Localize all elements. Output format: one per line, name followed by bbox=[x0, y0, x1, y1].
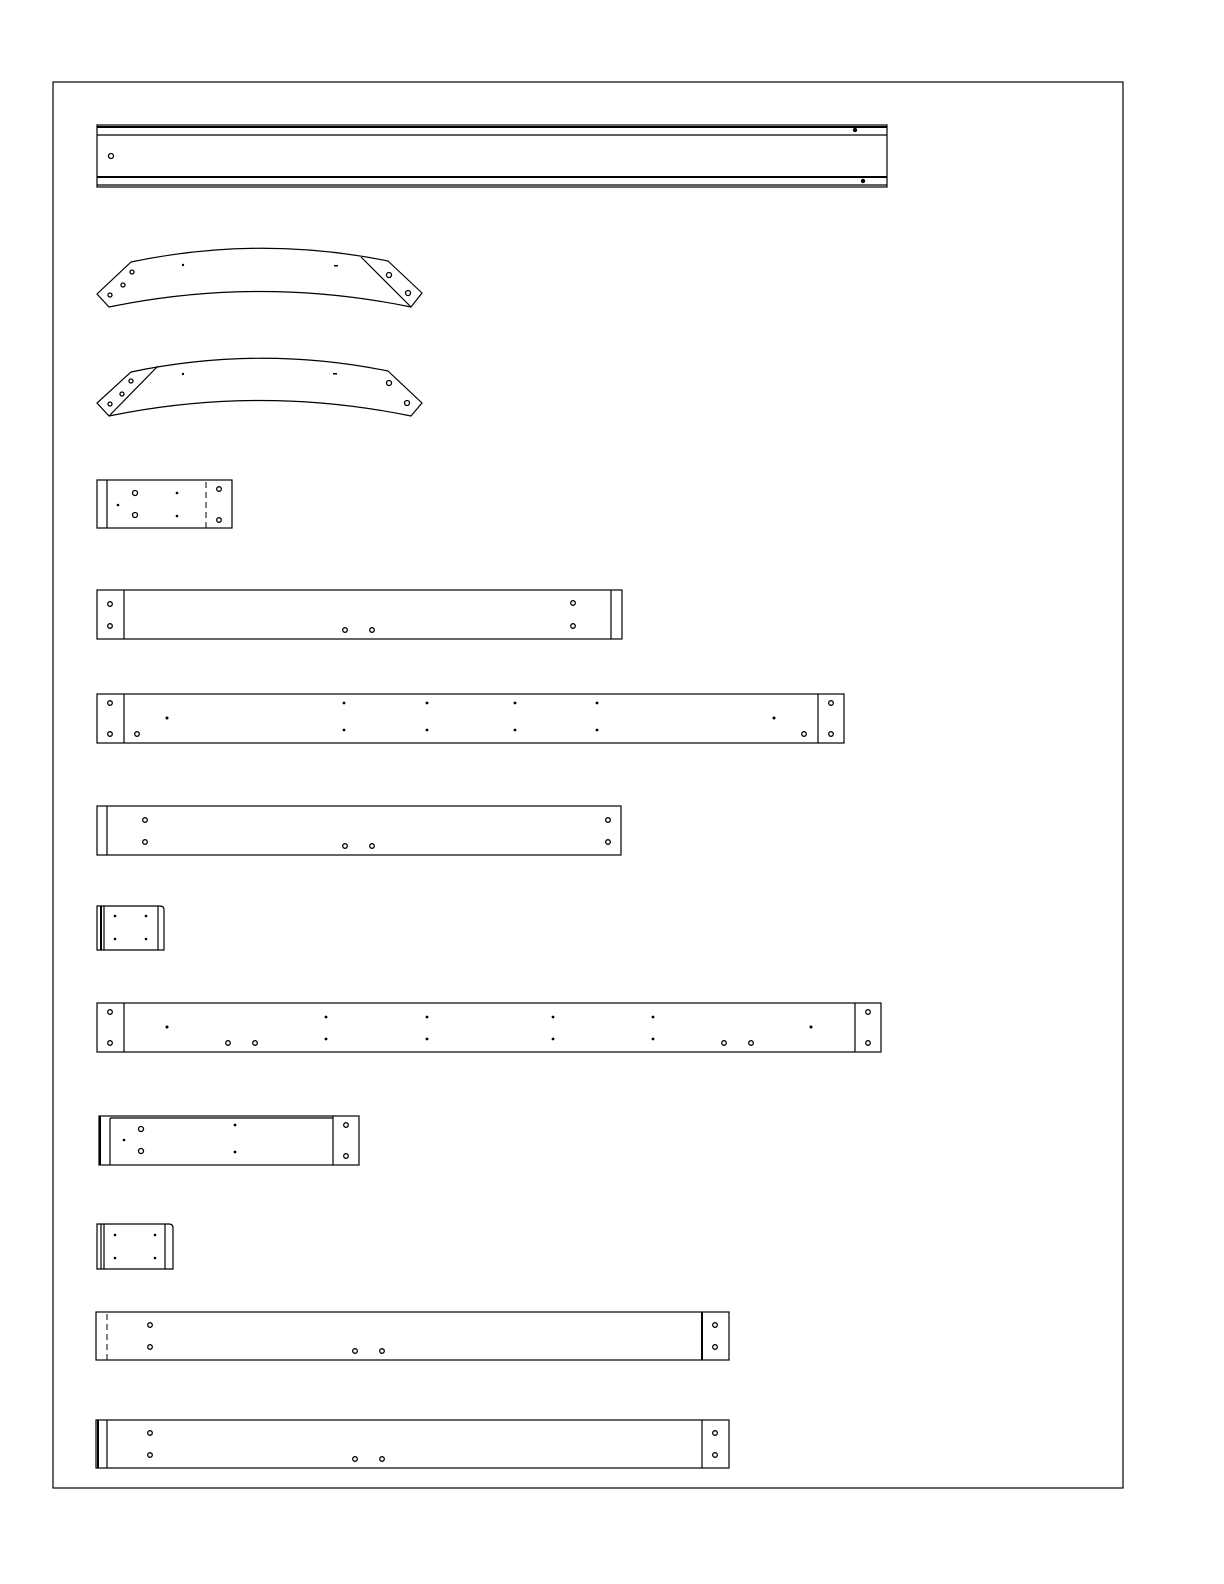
part-curved-arm-right-cut bbox=[97, 248, 422, 307]
part-medium-board-a bbox=[97, 590, 622, 639]
part-long-board-b bbox=[97, 1003, 881, 1052]
part-small-bracket-a bbox=[97, 906, 164, 950]
part-medium-board-c bbox=[96, 1312, 729, 1360]
part-long-board-a bbox=[97, 694, 844, 743]
part-small-bracket-b bbox=[97, 1224, 173, 1269]
part-medium-board-b bbox=[97, 806, 621, 855]
part-long-channel-rail bbox=[97, 125, 887, 187]
part-medium-board-d bbox=[96, 1420, 729, 1468]
part-short-board bbox=[99, 1116, 359, 1165]
part-short-block bbox=[97, 480, 232, 528]
part-curved-arm-left-cut bbox=[97, 358, 422, 416]
